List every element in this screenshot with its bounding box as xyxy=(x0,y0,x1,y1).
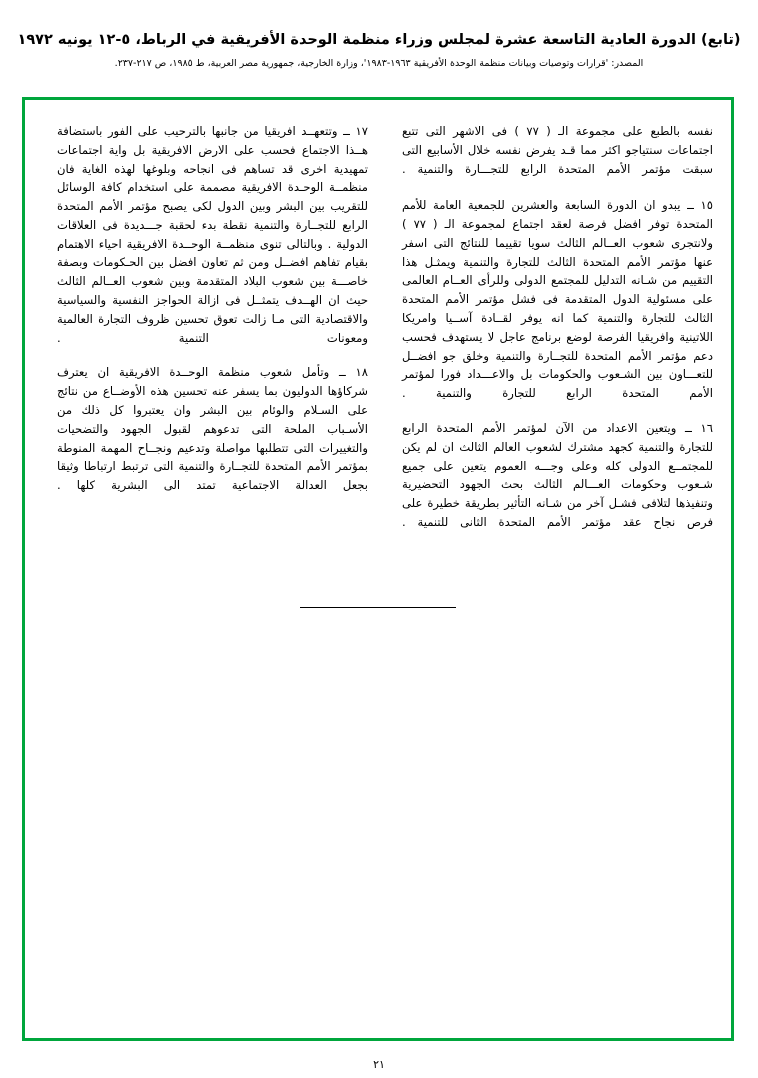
two-column-body xyxy=(43,122,713,532)
paragraph: نفسه بالطبع على مجموعة الـ ( ٧٧ ) فى الاشهر التى تتبع اجتماعات سنتياجو اكثر مما قـد يفرض نفسه خلال الأسابيع التى سبقت مؤتمر الأمم المتحدة الرابع للتجـــارة والتنمية . xyxy=(402,124,713,176)
source-line: المصدر: 'قرارات وتوصيات وبيانات منظمة الوحدة الأفريقية ١٩٦٣-١٩٨٣'، وزارة الخارجية، جمهورية مصر العربية، ط ١٩٨٥، ص ٢١٧-٢٣٧. xyxy=(114,58,644,70)
paragraph: ١٧ ــ وتتعهــد افريقيا من جانبها بالترحيب على الفور باستضافة هــذا الاجتماع فحسب على الارض الافريقية بل واية اجتماعات تمهيدية اخرى قد تساهم فى انجاحه وبلوغها لهذه الغاية فان منظمــة الوحـدة الافريقية مصممة على استخدام كافة الوسائل للتقريب بين البشر وبين الدول لكى يصبح مؤتمر الأمم المتحدة الرابع للتجــارة والتنمية نقطة بدء لحقبة جـــديدة فى العلاقات الدولية . وبالتالى تنوى منظمــة الوحــدة الافريقية احياء الاهتمام بقيام تفاهم افضــل ومن ثم تعاون افضل بين الحـكومات وبصفة خاصـــة بين شعوب البلاد المتقدمة وبين شعوب العــالم الثالث حيث ان الهــدف يتمثــل فى ازالة الحواجز النفسية والسياسية والاقتصادية التى مـا زالت تعوق تحسين ظروف التجارة العالمية ومعونات التنمية . xyxy=(57,124,368,345)
page-header xyxy=(0,30,758,71)
paragraph: ١٥ ــ يبدو ان الدورة السابعة والعشرين للجمعية العامة للأمم المتحدة توفر افضل فرصة لعقد اجتماع لمجموعة الـ ( ٧٧ ) ولانتجرى شعوب العــالم الثالث سويا تقييما للنتائج التى اسفر عنها مؤتمر الأمم المتحدة الثالث للتجارة والتنمية ويمثـل هذا التقييم من شـانه التدليل للمجتمع الدولى وللرأى العــام العالمى على مسئولية الدول المتقدمة فى فشل مؤتمر الأمم المتحدة الثالث للتجارة والتنمية كما انه يوفر لقــادة آســيا وامريكا اللاتينية وافريقيا الفرصة لوضع برنامج عاجل لا يستهدف فحسب دعم مؤتمر الأمم المتحدة للتجــارة والتنمية وخلق جو افضــل للتعـــاون بين الشـعوب والحكومات بل والاعـــداد فورا لمؤتمر الأمم المتحدة الرابع للتجارة والتنمية . xyxy=(402,198,713,401)
left-column xyxy=(57,122,368,532)
paragraph: ١٦ ــ ويتعين الاعداد من الآن لمؤتمر الأمم المتحدة الرابع للتجارة والتنمية كجهد مشترك لشعوب العالم الثالث ان لم يكن للمجتمــع الدولى كله وعلى وجـــه العموم يتعين على جميع شـعوب وحكومات العـــالم الثالث بحث الجهود التحضيرية وتنفيذها لتلافى فشـل آخر من شـانه التأثير بطريقة خطيرة على فرص نجاح عقد مؤتمر الأمم المتحدة الثانى للتنمية . xyxy=(402,420,713,529)
section-divider xyxy=(25,607,731,608)
content-frame xyxy=(22,97,734,1041)
paragraph: ١٨ ــ وتأمل شعوب منظمة الوحــدة الافريقية ان يعترف شركاؤها الدوليون بما يسفر عنه تحسين هذه الأوضــاع من نتائج على السـلام والوئام بين البشر وان يعتبروا كل ذلك من الأسـباب الملحة التى تدعوهم لقبول الجهود والتضحيات والتغييرات التى تتطلبها مواصلة وتدعيم ونجــاح المهمة المنوطة بمؤتمر الأمم المتحدة للتجــارة والتنمية التى ترتبط ارتباطا وثيقا بجعل العدالة الاجتماعية تمتد الى البشرية كلها . xyxy=(57,365,368,493)
page-title: (تابع) الدورة العادية التاسعة عشرة لمجلس وزراء منظمة الوحدة الأفريقية في الرباط، ٥-١٢ يونيه ١٩٧٢ xyxy=(17,32,741,48)
page-number: ٢١ xyxy=(373,1058,385,1071)
divider-line xyxy=(300,607,456,608)
right-column xyxy=(402,122,713,532)
